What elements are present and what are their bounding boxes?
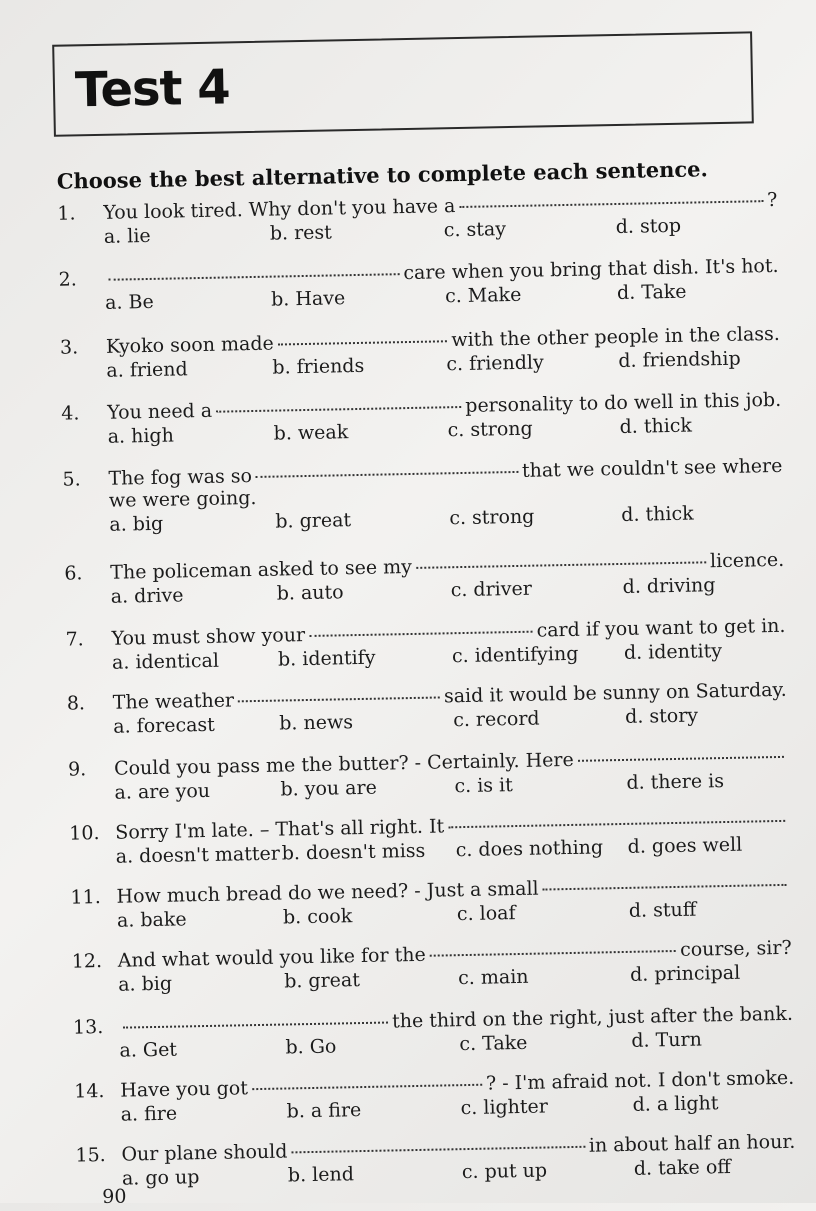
option-a[interactable]: a. fire (120, 1102, 178, 1126)
option-c[interactable]: c. is it (454, 774, 513, 798)
answer-blank[interactable] (238, 696, 440, 702)
answer-blank[interactable] (256, 471, 518, 478)
option-b[interactable]: b. weak (273, 421, 349, 445)
option-d[interactable]: d. identity (623, 640, 723, 664)
option-d[interactable]: d. driving (622, 574, 716, 598)
option-d[interactable]: d. story (624, 704, 699, 728)
question-tail: that we couldn't see where (521, 454, 783, 482)
question-number: 6. (64, 562, 83, 585)
question-number: 10. (69, 822, 100, 845)
option-c[interactable]: c. record (453, 707, 540, 732)
question-8 (67, 679, 788, 743)
option-b[interactable]: b. Have (270, 287, 346, 311)
option-b[interactable]: b. a fire (286, 1099, 362, 1123)
option-a[interactable]: a. Get (119, 1038, 178, 1062)
question-stem: Have you got (120, 1077, 249, 1102)
question-number: 15. (75, 1143, 106, 1167)
option-a[interactable]: a. high (107, 424, 175, 448)
option-c[interactable]: c. Make (444, 283, 522, 308)
option-a[interactable]: a. doesn't matter (115, 842, 281, 868)
question-4 (61, 389, 782, 453)
question-6 (64, 549, 785, 613)
question-stem: The fog was so (108, 465, 253, 490)
option-d[interactable]: d. thick (619, 414, 693, 438)
option-c[interactable]: c. put up (461, 1159, 548, 1184)
option-b[interactable]: b. great (275, 509, 352, 533)
option-a[interactable]: a. go up (121, 1166, 200, 1190)
question-1 (57, 189, 778, 253)
option-c[interactable]: c. friendly (446, 351, 544, 376)
answer-blank[interactable] (309, 631, 533, 637)
page-number: 90 (102, 1185, 127, 1209)
option-d[interactable]: d. principal (629, 961, 741, 986)
option-d[interactable]: d. stuff (628, 898, 697, 922)
question-2 (58, 255, 779, 319)
question-stem: You must show your (111, 624, 306, 650)
option-b[interactable]: b. news (279, 711, 354, 735)
answer-blank[interactable] (123, 1022, 388, 1029)
question-stem: You need a (107, 399, 213, 424)
option-d[interactable]: d. stop (615, 214, 682, 239)
option-b[interactable]: b. Go (285, 1035, 337, 1059)
question-stem: The weather (112, 689, 235, 714)
option-b[interactable]: b. rest (269, 221, 333, 245)
option-c[interactable]: c. does nothing (455, 836, 604, 862)
option-d[interactable]: d. take off (633, 1155, 732, 1180)
question-number: 1. (57, 202, 76, 225)
question-stem: Sorry I'm late. – That's all right. It (115, 815, 445, 844)
question-stem: And what would you like for the (117, 943, 426, 972)
question-tail: card if you want to get in. (536, 614, 786, 642)
question-7 (65, 615, 786, 679)
option-d[interactable]: d. Turn (631, 1028, 703, 1052)
page-title: Test 4 (74, 59, 231, 119)
option-c[interactable]: c. identifying (451, 642, 579, 668)
option-a[interactable]: a. friend (106, 358, 188, 382)
option-a[interactable]: a. lie (103, 224, 151, 248)
option-d[interactable]: d. there is (626, 770, 725, 794)
option-a[interactable]: a. bake (116, 908, 187, 932)
answer-blank[interactable] (278, 340, 448, 345)
question-tail: course, sir? (679, 936, 792, 961)
option-c[interactable]: c. lighter (460, 1095, 549, 1120)
question-number: 2. (58, 268, 78, 291)
question-tail: with the other people in the class. (451, 322, 781, 352)
question-number: 13. (72, 1015, 104, 1039)
option-c[interactable]: c. strong (449, 505, 535, 530)
question-number: 11. (70, 886, 101, 909)
question-stem: Our plane should (121, 1140, 288, 1166)
question-12 (72, 937, 793, 1001)
question-14 (74, 1067, 795, 1131)
answer-blank[interactable] (578, 756, 784, 762)
question-number: 8. (66, 692, 86, 715)
option-b[interactable]: b. auto (276, 581, 344, 605)
option-b[interactable]: b. great (283, 969, 361, 993)
option-c[interactable]: c. Take (459, 1031, 528, 1056)
question-continuation: we were going. (108, 486, 257, 512)
question-tail: personality to do well in this job. (465, 388, 782, 417)
option-d[interactable]: d. goes well (627, 833, 743, 858)
answer-blank[interactable] (216, 406, 461, 413)
instruction: Choose the best alternative to complete each sentence. (56, 156, 709, 194)
question-tail: said it would be sunny on Saturday. (443, 678, 787, 708)
question-tail: ? (766, 188, 778, 212)
option-a[interactable]: a. drive (110, 584, 184, 608)
question-number: 5. (62, 468, 81, 491)
option-b[interactable]: b. lend (287, 1163, 355, 1187)
option-a[interactable]: a. forecast (113, 713, 216, 738)
option-d[interactable]: d. Take (616, 280, 687, 304)
question-stem: Could you pass me the butter? - Certainly. Here (113, 748, 574, 780)
question-stem: How much bread do we need? - Just a small (116, 877, 539, 908)
question-11 (70, 873, 791, 937)
answer-blank[interactable] (252, 1084, 482, 1090)
question-number: 9. (67, 758, 87, 781)
question-tail: licence. (709, 548, 785, 573)
option-a[interactable]: a. big (118, 972, 173, 996)
question-tail: care when you bring that dish. It's hot. (403, 254, 779, 285)
answer-blank[interactable] (543, 884, 787, 891)
question-tail: in about half an hour. (588, 1130, 796, 1157)
option-a[interactable]: a. big (109, 512, 164, 536)
answer-blank[interactable] (459, 200, 763, 208)
option-c[interactable]: c. loaf (456, 902, 516, 926)
question-3 (60, 323, 781, 387)
option-c[interactable]: c. stay (443, 218, 507, 242)
answer-blank[interactable] (109, 273, 400, 281)
question-number: 14. (74, 1079, 105, 1103)
answer-blank[interactable] (416, 561, 706, 569)
option-b[interactable]: b. friends (272, 354, 365, 379)
option-a[interactable]: a. Be (104, 290, 154, 314)
option-d[interactable]: d. friendship (618, 347, 741, 372)
question-10 (69, 809, 790, 873)
option-b[interactable]: b. you are (280, 776, 378, 801)
question-number: 12. (71, 950, 103, 973)
option-b[interactable]: b. cook (282, 905, 353, 929)
question-stem: The policeman asked to see my (110, 555, 413, 584)
answer-blank[interactable] (448, 820, 785, 828)
option-c[interactable]: c. driver (450, 577, 533, 602)
question-5 (62, 455, 783, 541)
option-c[interactable]: c. strong (447, 417, 533, 442)
question-stem: You look tired. Why don't you have a (103, 195, 456, 224)
question-number: 3. (59, 336, 79, 359)
option-a[interactable]: a. are you (114, 779, 211, 804)
question-13 (73, 1003, 794, 1067)
question-number: 7. (65, 628, 84, 651)
option-b[interactable]: b. doesn't miss (281, 839, 426, 865)
title-box (52, 31, 754, 136)
option-a[interactable]: a. identical (111, 649, 220, 674)
question-number: 4. (61, 402, 80, 425)
option-b[interactable]: b. identify (277, 646, 376, 671)
question-tail: the third on the right, just after the bank. (391, 1002, 794, 1033)
option-d[interactable]: d. a light (632, 1092, 719, 1116)
option-d[interactable]: d. thick (621, 502, 694, 526)
question-stem: Kyoko soon made (105, 332, 274, 358)
answer-blank[interactable] (430, 950, 676, 957)
question-15 (75, 1131, 796, 1195)
question-tail: ? - I'm afraid not. I don't smoke. (485, 1066, 795, 1095)
option-c[interactable]: c. main (457, 965, 529, 990)
answer-blank[interactable] (291, 1146, 585, 1154)
question-9 (68, 745, 789, 809)
